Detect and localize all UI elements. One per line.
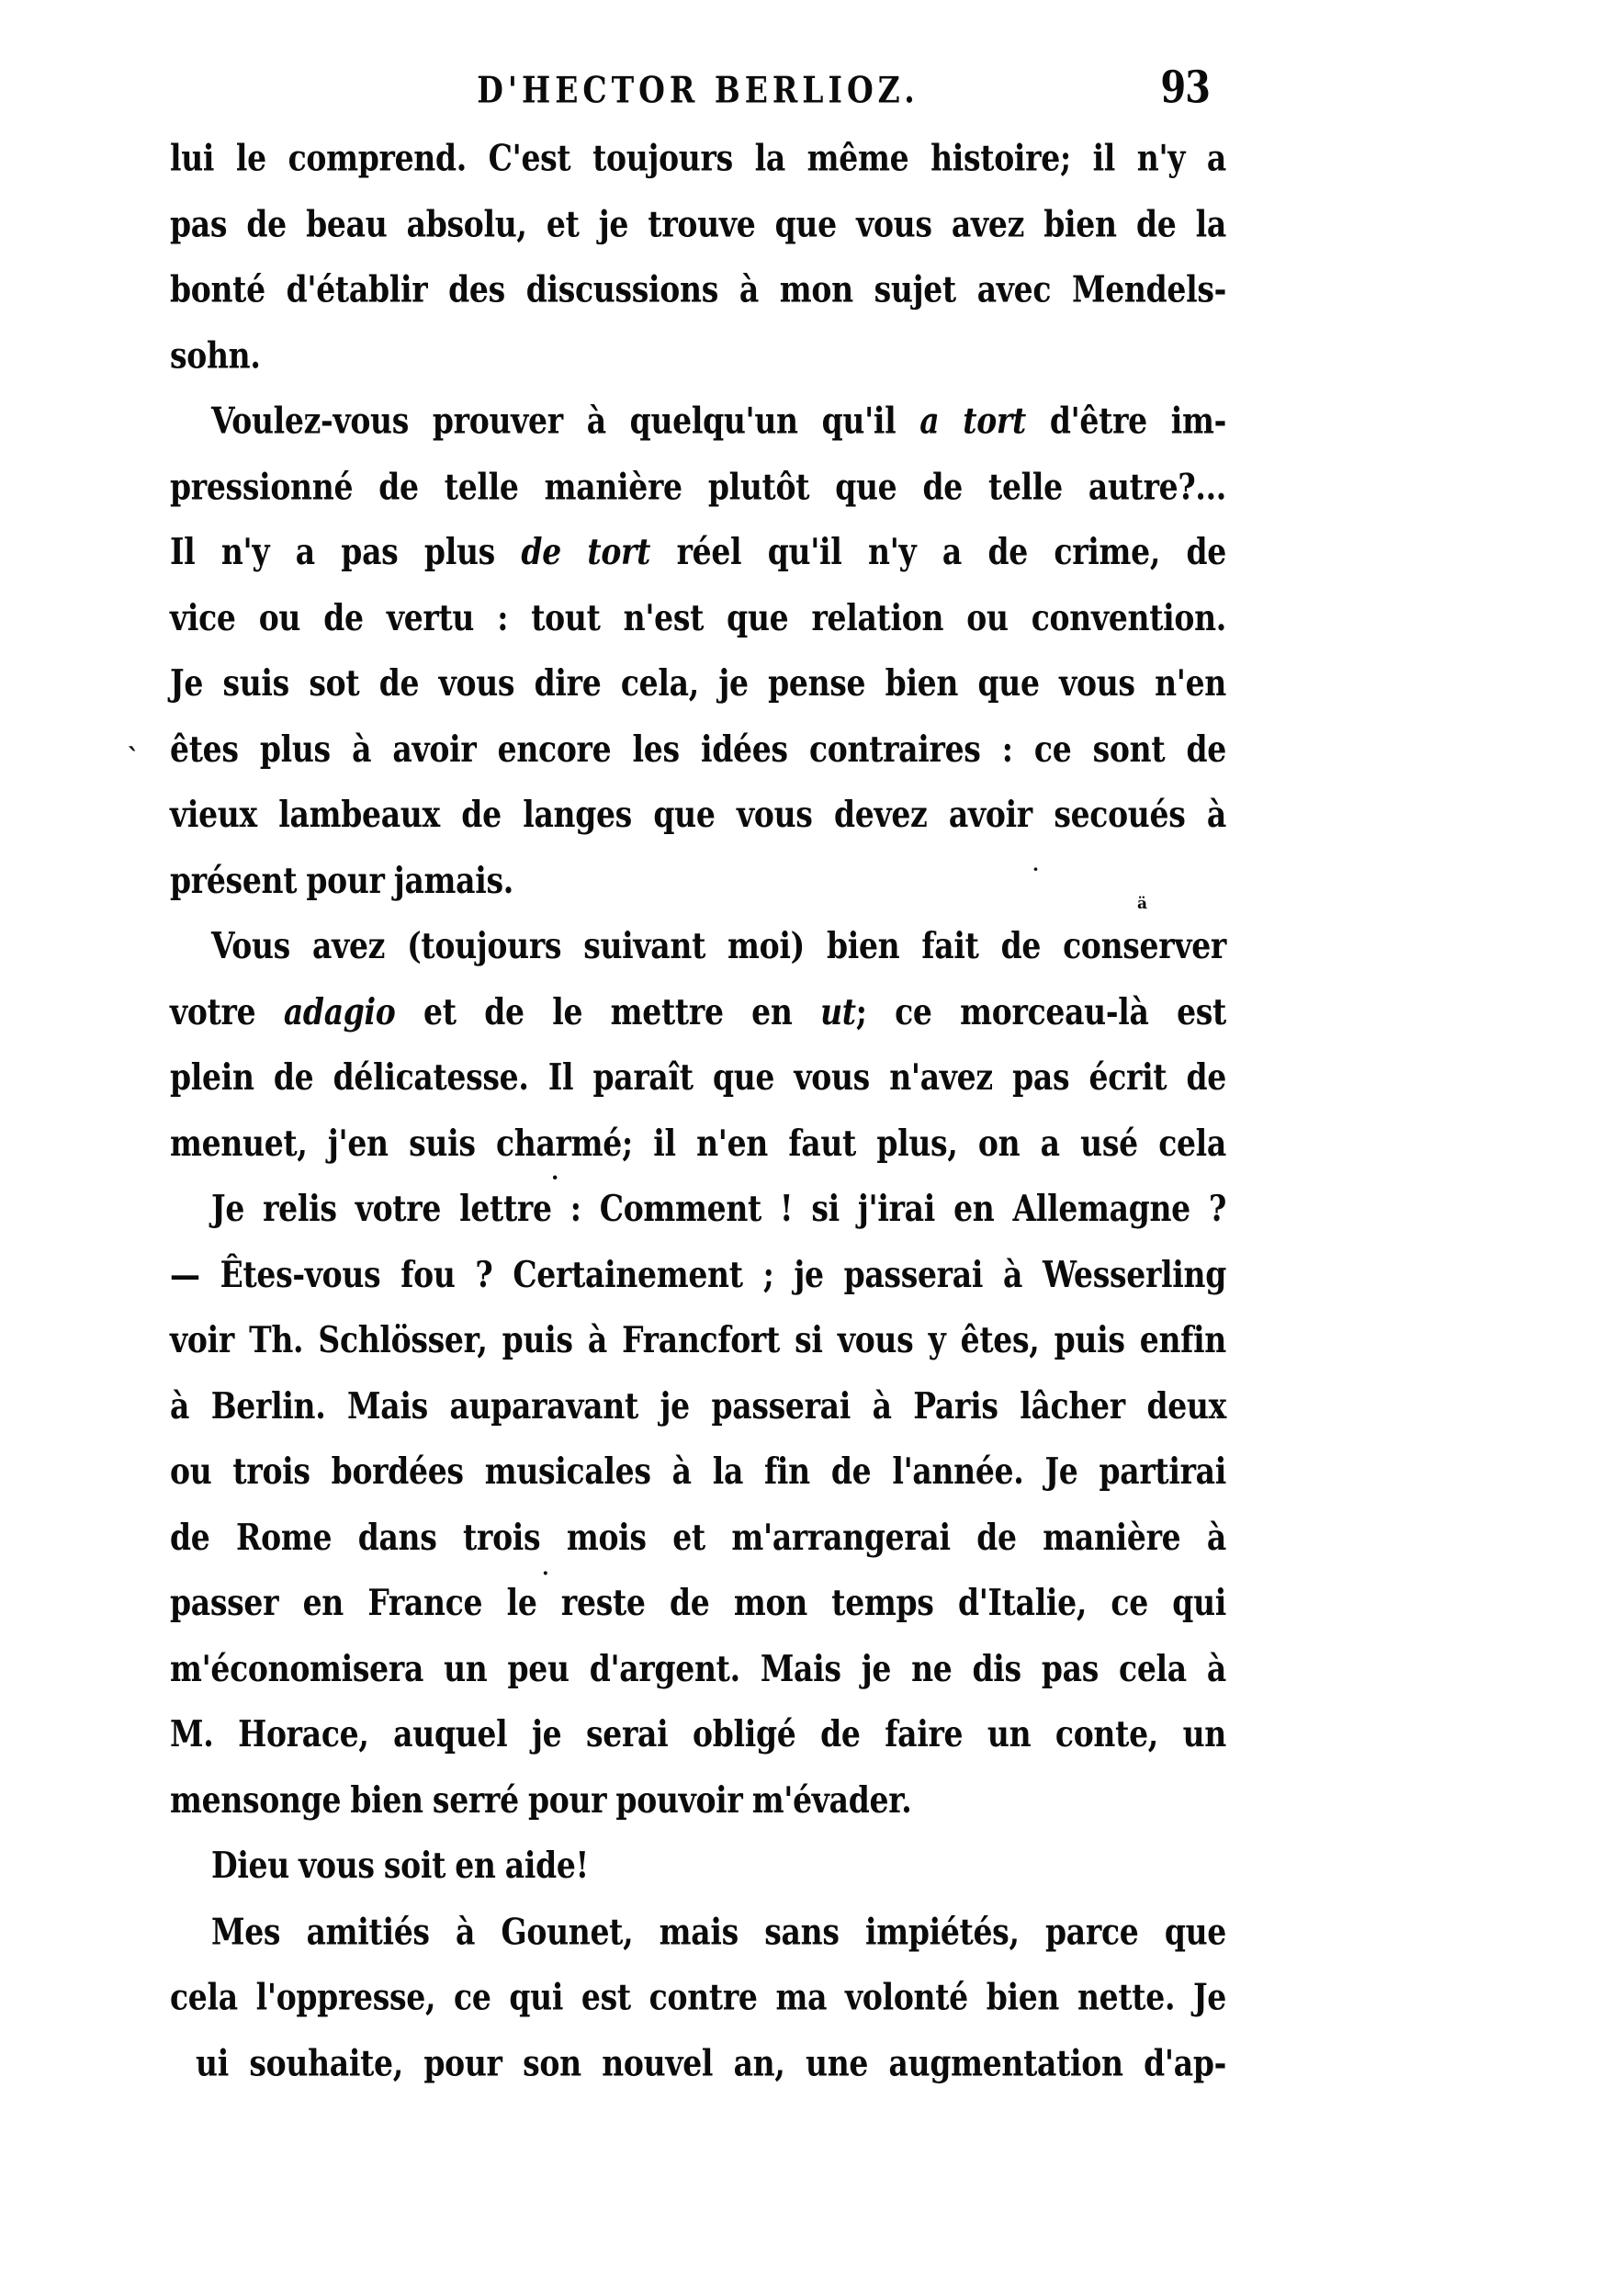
text-segment-italic: a tort	[919, 399, 1026, 442]
text-segment: mensonge bien serré pour pouvoir m'évader.	[170, 1778, 912, 1822]
ink-speck: `	[127, 743, 140, 773]
text-segment: passer en France le reste de mon temps d'Italie, ce qui	[170, 1581, 1226, 1624]
text-segment: pressionné de telle manière plutôt que de telle autre?...	[170, 464, 1226, 508]
ink-speck: ·	[542, 1562, 549, 1586]
text-segment: Voulez-vous prouver à quelqu'un qu'il	[211, 399, 920, 442]
text-segment: vieux lambeaux de langes que vous devez avoir secoués à	[170, 793, 1226, 836]
ink-speck: ·	[551, 1164, 559, 1191]
text-segment: ; ce morceau-là est	[855, 989, 1226, 1033]
text-segment-italic: de tort	[521, 530, 651, 573]
text-segment: — Êtes-vous fou ? Certainement ; je passerai à Wesserling	[170, 1252, 1226, 1296]
text-segment: ou trois bordées musicales à la fin de l'année. Je partirai	[170, 1450, 1226, 1493]
text-segment: à Berlin. Mais auparavant je passerai à Paris lâcher deux	[170, 1383, 1226, 1428]
text-segment: Dieu vous soit en aide!	[211, 1844, 589, 1887]
text-segment: ui souhaite, pour son nouvel an, une augmentation d'ap-	[196, 2040, 1226, 2084]
running-head-title: D'HECTOR BERLIOZ.	[477, 68, 919, 111]
ink-speck: ·	[1032, 858, 1039, 880]
text-segment: présent pour jamais.	[170, 858, 513, 902]
page-number: 93	[1160, 62, 1210, 114]
text-segment: bonté d'établir des discussions à mon sujet avec Mendels-	[170, 267, 1226, 310]
ink-speck: ä	[1137, 895, 1148, 913]
text-segment: Je suis sot de vous dire cela, je pense bien que vous n'en	[170, 661, 1226, 705]
text-segment: de Rome dans trois mois et m'arrangerai de manière à	[170, 1515, 1226, 1559]
text-segment: votre	[170, 989, 284, 1033]
letter-text-block	[170, 125, 1226, 2095]
text-segment: sohn.	[170, 333, 261, 377]
text-segment: plein de délicatesse. Il paraît que vous n'avez pas écrit de	[170, 1055, 1226, 1099]
text-segment: êtes plus à avoir encore les idées contraires : ce sont de	[170, 727, 1226, 771]
text-segment: cela l'oppresse, ce qui est contre ma volonté bien nette. Je	[170, 1975, 1226, 2018]
text-segment: réel qu'il n'y a de crime, de	[650, 530, 1227, 573]
text-segment-italic: ut	[820, 989, 856, 1033]
text-segment: Je relis votre lettre : Comment ! si j'irai en Allemagne ?	[211, 1187, 1226, 1230]
text-segment: d'être im-	[1025, 399, 1226, 442]
text-segment: Il n'y a pas plus	[170, 530, 522, 573]
text-segment: Vous avez (toujours suivant moi) bien fait de conserver	[211, 924, 1226, 967]
text-segment: et de le mettre en	[395, 989, 821, 1033]
text-segment: M. Horace, auquel je serai obligé de faire un conte, un	[170, 1712, 1226, 1755]
text-segment: m'économisera un peu d'argent. Mais je ne dis pas cela à	[170, 1646, 1226, 1690]
text-segment: vice ou de vertu : tout n'est que relation ou convention.	[170, 595, 1226, 639]
text-segment-italic: adagio	[283, 989, 396, 1033]
text-segment: lui le comprend. C'est toujours la même histoire; il n'y a	[170, 136, 1226, 179]
text-segment: menuet, j'en suis charmé; il n'en faut plus, on a usé cela	[170, 1121, 1226, 1165]
text-segment: pas de beau absolu, et je trouve que vous avez bien de la	[170, 201, 1226, 245]
text-segment: Mes amitiés à Gounet, mais sans impiétés, parce que	[211, 1909, 1226, 1953]
text-segment: voir Th. Schlösser, puis à Francfort si vous y êtes, puis enfin	[170, 1318, 1226, 1361]
text-line	[170, 2023, 1226, 2102]
